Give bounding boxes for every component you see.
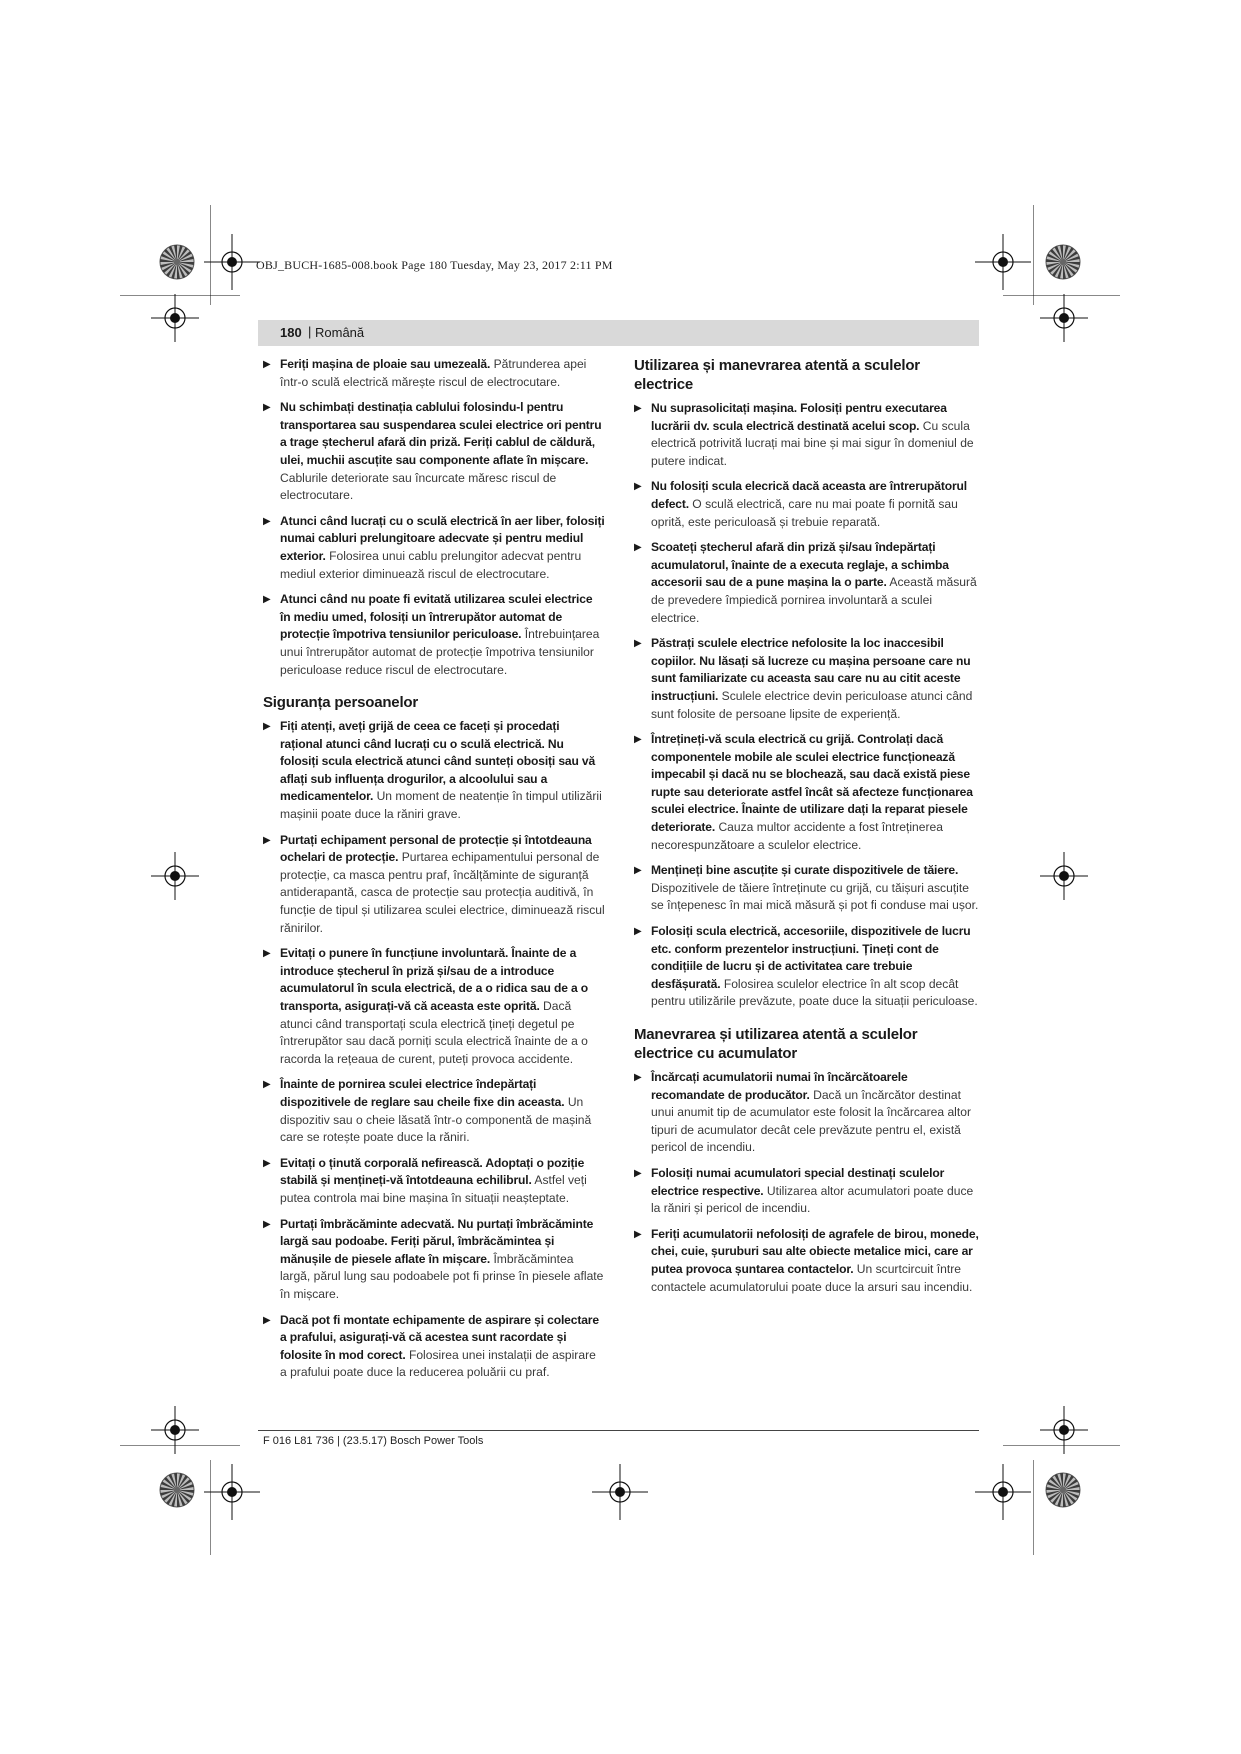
triangle-right-icon: ▶ (263, 515, 271, 527)
safety-item (263, 1076, 605, 1146)
section-title-tool-use: Utilizarea și manevrarea atentă a sculelor electrice (634, 357, 920, 393)
triangle-right-icon: ▶ (634, 1072, 642, 1083)
crop-line (1033, 1460, 1034, 1555)
safety-item (634, 862, 979, 915)
triangle-right-icon: ▶ (634, 542, 642, 554)
safety-item-instruction: Înainte de pornirea sculei electrice îndepărtați dispozitivele de reglare sau cheile fixe din aceasta. (280, 1077, 565, 1109)
crop-line (1003, 295, 1120, 296)
triangle-right-icon: ▶ (634, 865, 642, 877)
print-slug: OBJ_BUCH-1685-008.book Page 180 Tuesday, May 23, 2017 2:11 PM (256, 258, 613, 272)
crosshair-icon (204, 234, 260, 290)
safety-item-explanation: Folosirea sculelor electrice în alt scop decât pentru utilizările prevăzute, poate duce la situații periculoase. (651, 976, 978, 1009)
crosshair-icon (151, 1406, 199, 1454)
safety-item-explanation: Dacă un încărcător destinat unui anumit tip de acumulator este folosit la încărcarea altor tipuri de acumulator decât cele prevăzute pentru el, există pericol de incendiu. (651, 1087, 971, 1155)
crop-line (210, 205, 211, 305)
safety-item (263, 399, 605, 505)
safety-item (634, 539, 979, 627)
page-number: 180 (280, 325, 302, 340)
safety-item-explanation: Cauza multor accidente a fost întreținerea necorespunzătoare a sculelor electrice. (651, 820, 943, 852)
safety-item (634, 1226, 979, 1296)
safety-item-instruction: Feriți mașina de ploaie sau umezeală. (280, 357, 491, 371)
triangle-right-icon: ▶ (263, 359, 271, 370)
safety-item (263, 718, 605, 824)
tool-use-list (634, 400, 979, 1011)
page-header (258, 320, 979, 346)
battery-tools-list (634, 1069, 979, 1296)
sunburst-target-icon (1045, 1472, 1081, 1508)
triangle-right-icon: ▶ (263, 1314, 271, 1326)
safety-item-instruction: Încărcați acumulatorii numai în încărcătoarele recomandate de producător. (651, 1070, 908, 1102)
crosshair-icon (1040, 294, 1088, 342)
triangle-right-icon: ▶ (634, 734, 642, 746)
safety-item-instruction: Întrețineți-vă scula electrică cu grijă. Controlați dacă componentele mobile ale sculei electrice funcționează impecabil și dacă nu se blochează, sau dacă există piese rupte sau deteriorate astfel încât să afecteze funcționarea sculei electrice. Înainte de utilizare dați la reparat piesele deteriorate. (651, 732, 973, 835)
header-language: Română (315, 325, 365, 340)
safety-item-explanation: Cablurile deteriorate sau încurcate măresc riscul de electrocutare. (280, 470, 557, 503)
safety-item-instruction: Nu schimbați destinația cablului folosindu-l pentru transportarea sau suspendarea sculei electrice ori pentru a trage ștecherul afară din priză. Feriți cablul de căldură, ulei, muchii ascuțite sau componente aflate în mișcare. (280, 400, 602, 467)
safety-item-explanation: Un moment de neatenție în timpul utilizării mașinii poate duce la răniri grave. (280, 789, 602, 822)
safety-item-instruction: Evitați o ținută corporală nefirească. Adoptați o poziție stabilă și mențineți-vă întotdeauna echilibrul. (280, 1155, 585, 1188)
crosshair-icon (592, 1464, 648, 1520)
crosshair-icon (151, 294, 199, 342)
safety-item (263, 356, 605, 391)
safety-item-instruction: Nu folosiți scula elecrică dacă aceasta are întrerupătorul defect. (651, 479, 967, 511)
safety-item (263, 832, 605, 938)
safety-item-explanation: Această măsură de prevedere împiedică pornirea involuntară a sculei electrice. (651, 575, 977, 625)
crop-line (1033, 205, 1034, 305)
safety-item-explanation: Sculele electrice devin periculoase atunci când sunt folosite de persoane lipsite de experiență. (651, 688, 973, 721)
triangle-right-icon: ▶ (634, 1167, 642, 1179)
crop-line (120, 295, 240, 296)
sunburst-target-icon (159, 1472, 195, 1508)
safety-item-explanation: Dacă atunci când transportați scula electrică țineți degetul pe întrerupător sau dacă porniți scula electrică înainte de a o racorda la rețeaua de curent, puteți provoca accidente. (280, 999, 588, 1066)
safety-item-instruction: Folosiți numai acumulatori special destinați sculelor electrice respective. (651, 1165, 945, 1198)
crosshair-icon (151, 852, 199, 900)
triangle-right-icon: ▶ (634, 926, 642, 938)
safety-item (634, 1165, 979, 1218)
triangle-right-icon: ▶ (634, 403, 642, 414)
safety-item (263, 591, 605, 679)
crop-line (1003, 1445, 1120, 1446)
triangle-right-icon: ▶ (263, 402, 271, 414)
page-footer: F 016 L81 736 | (23.5.17) Bosch Power Tools (263, 1435, 484, 1447)
safety-item (263, 1216, 605, 1304)
triangle-right-icon: ▶ (634, 481, 642, 493)
safety-item-instruction: Folosiți scula electrică, accesoriile, dispozitivele de lucru etc. conform prezentelor instrucțiuni. Țineți cont de condițiile de lucru și de activitatea care trebuie desfășurată. (651, 924, 971, 991)
safety-item-instruction: Scoateți ștecherul afară din priză și/sau îndepărtați acumulatorul, înainte de a executa reglaje, a schimba accesorii sau de a pune mașina la o parte. (651, 540, 949, 590)
triangle-right-icon: ▶ (263, 1079, 271, 1091)
safety-item-instruction: Fiți atenți, aveți grijă de ceea ce faceți și procedați rațional atunci când lucrați cu o sculă electrică. Nu folosiți scula electrică atunci când sunteți obosiți sau vă aflați sub influența drogurilor, a alcoolului sau a medicamentelor. (280, 719, 596, 804)
safety-item (634, 731, 979, 854)
safety-item-explanation: Pătrunderea apei într-o sculă electrică mărește riscul de electrocutare. (280, 357, 587, 389)
right-column (634, 356, 979, 1304)
safety-item (634, 923, 979, 1011)
left-column (263, 356, 605, 1390)
crop-line (120, 1445, 240, 1446)
crosshair-icon (975, 234, 1031, 290)
crosshair-icon (975, 1464, 1031, 1520)
safety-item-explanation: Astfel veți putea controla mai bine mașina în situații neașteptate. (280, 1173, 587, 1205)
safety-item-explanation: Un scurtcircuit între contactele acumulatorului poate duce la arsuri sau incendiu. (651, 1261, 973, 1294)
crosshair-icon (204, 1464, 260, 1520)
header-separator: | (308, 324, 312, 339)
safety-item-explanation: Un dispozitiv sau o cheie lăsată într-o componentă de mașină care se rotește poate duce la răniri. (280, 1094, 592, 1145)
safety-item-instruction: Păstrați sculele electrice nefolosite la loc inaccesibil copiilor. Nu lăsați să lucreze cu mașina persoane care nu sunt familiarizate cu aceasta sau care nu au citit aceste instrucțiuni. (651, 636, 971, 703)
safety-item (634, 635, 979, 723)
personal-safety-list (263, 718, 605, 1382)
crosshair-icon (1040, 852, 1088, 900)
triangle-right-icon: ▶ (263, 721, 271, 733)
triangle-right-icon: ▶ (263, 1157, 271, 1169)
safety-item-explanation: O sculă electrică, care nu mai poate fi pornită sau oprită, este periculoasă și trebuie reparată. (651, 496, 958, 529)
sunburst-target-icon (1045, 244, 1081, 280)
triangle-right-icon: ▶ (263, 834, 271, 846)
triangle-right-icon: ▶ (634, 1228, 642, 1240)
section-title-personal-safety: Siguranța persoanelor (263, 694, 419, 712)
crop-line (210, 1460, 211, 1555)
safety-item-instruction: Nu suprasolicitați mașina. Folosiți pentru executarea lucrării dv. scula electrică destinată acelui scop. (651, 401, 947, 433)
safety-item (634, 478, 979, 531)
left-top-list (263, 356, 605, 679)
footer-rule (258, 1430, 979, 1431)
safety-item-instruction: Feriți acumulatorii nefolosiți de agrafele de birou, monede, chei, cuie, șuruburi sau alte obiecte metalice mici, care ar putea provoca șuntarea contactelor. (651, 1226, 979, 1276)
safety-item-explanation: Cu scula electrică potrivită lucrați mai bine și mai sigur în domeniul de putere indicat. (651, 418, 974, 468)
safety-item (634, 400, 979, 470)
safety-item-explanation: Întrebuințarea unui întrerupător automat de protecție împotriva tensiunilor periculoase reduce riscul de electrocutare. (280, 627, 600, 677)
safety-item-explanation: Îmbrăcămintea largă, părul lung sau podoabele pot fi prinse în piesele aflate în mișcare. (280, 1251, 604, 1301)
safety-item (263, 1155, 605, 1208)
safety-item-explanation: Utilizarea altor acumulatori poate duce la răniri și pericol de incendiu. (651, 1183, 974, 1216)
crosshair-icon (1040, 1406, 1088, 1454)
safety-item-explanation: Dispozitivele de tăiere întreținute cu grijă, cu tăișuri ascuțite se înțepenesc în mai mică măsură și pot fi conduse mai ușor. (651, 880, 979, 913)
triangle-right-icon: ▶ (263, 948, 271, 960)
section-title-battery-tools: Manevrarea și utilizarea atentă a sculelor electrice cu acumulator (634, 1026, 918, 1062)
safety-item-instruction: Atunci când nu poate fi evitată utilizarea sculei electrice în mediu umed, folosiți un întrerupător automat de protecție împotriva tensiunilor periculoase. (280, 592, 593, 642)
safety-item-instruction: Purtați echipament personal de protecție și întotdeauna ochelari de protecție. (280, 832, 592, 865)
safety-item-instruction: Mențineți bine ascuțite și curate dispozitivele de tăiere. (651, 863, 959, 878)
triangle-right-icon: ▶ (263, 594, 271, 606)
safety-item-explanation: Purtarea echipamentului personal de protecție, ca masca pentru praf, încălțăminte de siguranță antiderapantă, casca de protecție sau protecția auditivă, în funcție de tipul și utilizarea sculei electrice, diminuează riscul rănirilor. (280, 850, 605, 935)
safety-item-explanation: Folosirea unei instalații de aspirare a prafului poate duce la reducerea poluării cu praf. (280, 1347, 596, 1380)
safety-item (634, 1069, 979, 1157)
safety-item-explanation: Folosirea unui cablu prelungitor adecvat pentru mediul exterior diminuează riscul de electrocutare. (280, 548, 582, 581)
triangle-right-icon: ▶ (263, 1218, 271, 1230)
safety-item (263, 1312, 605, 1382)
safety-item-instruction: Evitați o punere în funcțiune involuntară. Înainte de a introduce ștecherul în priză și/sau de a introduce acumulatorul în scula electrică, de a o ridica sau de a o transporta, asigurați-vă că aceasta este oprită. (280, 946, 589, 1013)
safety-item-instruction: Purtați îmbrăcăminte adecvată. Nu purtați îmbrăcăminte largă sau podoabe. Feriți părul, îmbrăcămintea și mănușile de piesele aflate în mișcare. (280, 1216, 594, 1266)
safety-item (263, 513, 605, 583)
sunburst-target-icon (159, 244, 195, 280)
safety-item-instruction: Dacă pot fi montate echipamente de aspirare și colectare a prafului, asigurați-vă că acestea sunt racordate și folosite în mod corect. (280, 1312, 599, 1362)
triangle-right-icon: ▶ (634, 638, 642, 650)
safety-item-instruction: Atunci când lucrați cu o sculă electrică în aer liber, folosiți numai cabluri prelungitoare adecvate și pentru mediul exterior. (280, 513, 605, 563)
safety-item (263, 945, 605, 1068)
